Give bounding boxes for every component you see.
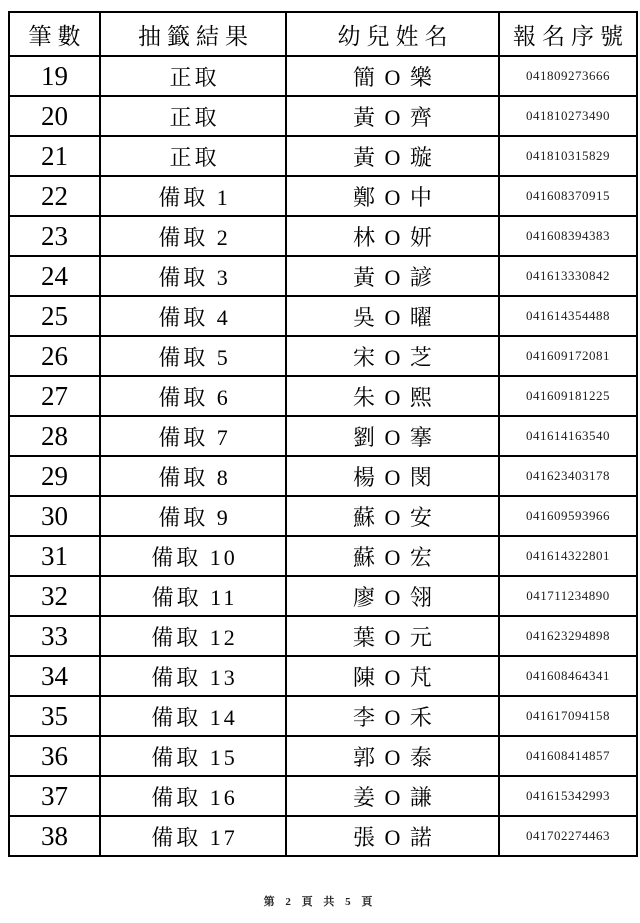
- registration-number: 041809273666: [499, 56, 637, 96]
- table-row: [9, 176, 637, 216]
- table-row: [9, 496, 637, 536]
- entry-number: 28: [9, 416, 100, 456]
- registration-number: 041609181225: [499, 376, 637, 416]
- registration-number: 041623294898: [499, 616, 637, 656]
- entry-number: 20: [9, 96, 100, 136]
- table-row: [9, 416, 637, 456]
- table-row: [9, 296, 637, 336]
- child-name: 廖 O 翎: [286, 576, 499, 616]
- table-row: [9, 456, 637, 496]
- registration-number: 041810273490: [499, 96, 637, 136]
- registration-number: 041623403178: [499, 456, 637, 496]
- entry-number: 35: [9, 696, 100, 736]
- lottery-result: 備取 9: [100, 496, 286, 536]
- registration-number: 041609172081: [499, 336, 637, 376]
- lottery-result: 備取 17: [100, 816, 286, 856]
- entry-number: 33: [9, 616, 100, 656]
- child-name: 簡 O 樂: [286, 56, 499, 96]
- registration-number: 041608394383: [499, 216, 637, 256]
- col-header-lottery-result: 抽籤結果: [100, 12, 286, 56]
- lottery-result: 備取 1: [100, 176, 286, 216]
- col-header-entry-number: 筆數: [9, 12, 100, 56]
- table-row: [9, 656, 637, 696]
- child-name: 李 O 禾: [286, 696, 499, 736]
- entry-number: 25: [9, 296, 100, 336]
- lottery-result: 備取 3: [100, 256, 286, 296]
- lottery-result: 備取 11: [100, 576, 286, 616]
- entry-number: 29: [9, 456, 100, 496]
- lottery-result: 備取 14: [100, 696, 286, 736]
- table-row: [9, 256, 637, 296]
- registration-number: 041615342993: [499, 776, 637, 816]
- entry-number: 23: [9, 216, 100, 256]
- entry-number: 30: [9, 496, 100, 536]
- lottery-result: 備取 2: [100, 216, 286, 256]
- lottery-result: 備取 15: [100, 736, 286, 776]
- registration-number: 041702274463: [499, 816, 637, 856]
- child-name: 楊 O 閔: [286, 456, 499, 496]
- registration-number: 041613330842: [499, 256, 637, 296]
- child-name: 郭 O 泰: [286, 736, 499, 776]
- table-row: [9, 536, 637, 576]
- entry-number: 22: [9, 176, 100, 216]
- entry-number: 19: [9, 56, 100, 96]
- registration-number: 041609593966: [499, 496, 637, 536]
- registration-number: 041711234890: [499, 576, 637, 616]
- child-name: 黃 O 齊: [286, 96, 499, 136]
- entry-number: 24: [9, 256, 100, 296]
- child-name: 張 O 諾: [286, 816, 499, 856]
- page-number-footer: 第 2 頁 共 5 頁: [263, 896, 377, 908]
- lottery-result: 備取 13: [100, 656, 286, 696]
- child-name: 朱 O 熙: [286, 376, 499, 416]
- table-row: [9, 736, 637, 776]
- registration-number: 041614163540: [499, 416, 637, 456]
- table-row: [9, 56, 637, 96]
- lottery-result: 備取 7: [100, 416, 286, 456]
- header-row: [9, 12, 637, 56]
- table-row: [9, 96, 637, 136]
- registration-number: 041608464341: [499, 656, 637, 696]
- lottery-result: 備取 16: [100, 776, 286, 816]
- entry-number: 32: [9, 576, 100, 616]
- child-name: 葉 O 元: [286, 616, 499, 656]
- child-name: 吳 O 曜: [286, 296, 499, 336]
- entry-number: 31: [9, 536, 100, 576]
- table-row: [9, 376, 637, 416]
- registration-number: 041614322801: [499, 536, 637, 576]
- child-name: 鄭 O 中: [286, 176, 499, 216]
- lottery-result: 正取: [100, 136, 286, 176]
- table-row: [9, 696, 637, 736]
- lottery-result: 備取 6: [100, 376, 286, 416]
- table-row: [9, 136, 637, 176]
- registration-number: 041614354488: [499, 296, 637, 336]
- entry-number: 26: [9, 336, 100, 376]
- registration-number: 041617094158: [499, 696, 637, 736]
- lottery-result: 備取 10: [100, 536, 286, 576]
- lottery-result: 備取 8: [100, 456, 286, 496]
- child-name: 姜 O 謙: [286, 776, 499, 816]
- entry-number: 37: [9, 776, 100, 816]
- child-name: 劉 O 搴: [286, 416, 499, 456]
- col-header-child-name: 幼兒姓名: [286, 12, 499, 56]
- col-header-registration-number: 報名序號: [499, 12, 637, 56]
- child-name: 黃 O 璇: [286, 136, 499, 176]
- table-row: [9, 816, 637, 856]
- registration-number: 041810315829: [499, 136, 637, 176]
- table-header: [9, 12, 637, 56]
- table-row: [9, 336, 637, 376]
- child-name: 蘇 O 宏: [286, 536, 499, 576]
- table-row: [9, 216, 637, 256]
- entry-number: 27: [9, 376, 100, 416]
- child-name: 蘇 O 安: [286, 496, 499, 536]
- registration-number: 041608370915: [499, 176, 637, 216]
- child-name: 陳 O 芃: [286, 656, 499, 696]
- table-row: [9, 776, 637, 816]
- entry-number: 36: [9, 736, 100, 776]
- table-row: [9, 616, 637, 656]
- lottery-result: 備取 4: [100, 296, 286, 336]
- lottery-result: 備取 12: [100, 616, 286, 656]
- child-name: 宋 O 芝: [286, 336, 499, 376]
- lottery-result: 正取: [100, 96, 286, 136]
- table-body: [9, 56, 637, 856]
- table-row: [9, 576, 637, 616]
- entry-number: 38: [9, 816, 100, 856]
- entry-number: 21: [9, 136, 100, 176]
- lottery-result: 備取 5: [100, 336, 286, 376]
- child-name: 黃 O 諺: [286, 256, 499, 296]
- entry-number: 34: [9, 656, 100, 696]
- child-name: 林 O 妍: [286, 216, 499, 256]
- lottery-result: 正取: [100, 56, 286, 96]
- lottery-results-table: [8, 11, 638, 857]
- registration-number: 041608414857: [499, 736, 637, 776]
